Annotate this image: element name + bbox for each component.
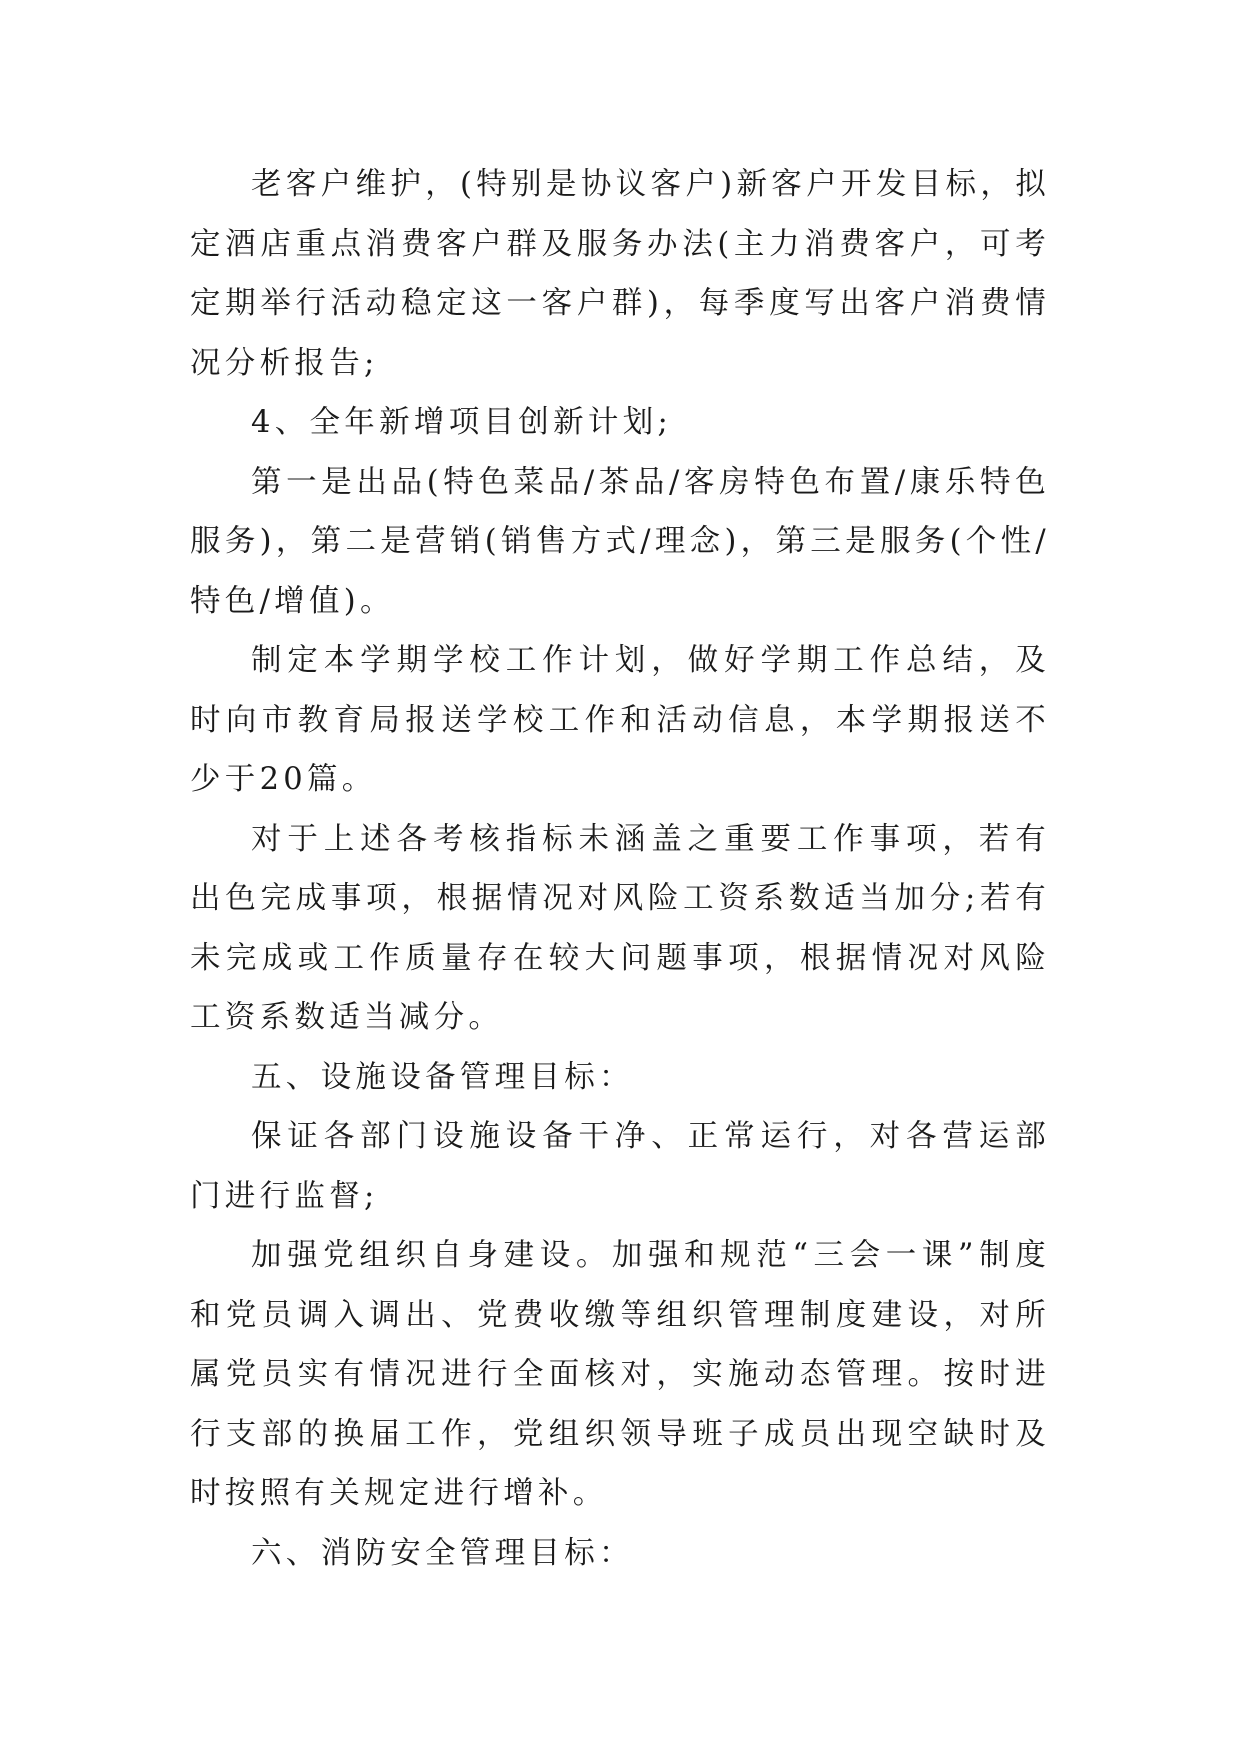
paragraph-facility-operation: 保证各部门设施设备干净、正常运行，对各营运部门进行监督; [190, 1119, 1050, 1214]
paragraph-facility-heading: 五、设施设备管理目标： [251, 1059, 634, 1095]
paragraph-fire-safety-heading: 六、消防安全管理目标： [251, 1535, 634, 1571]
paragraph-school-work-plan: 制定本学期学校工作计划，做好学期工作总结，及时向市教育局报送学校工作和活动信息，本学期报送不少于20篇。 [190, 643, 1050, 797]
paragraph-customer-maintenance: 老客户维护，(特别是协议客户)新客户开发目标，拟定酒店重点消费客户群及服务办法(主力消费客户，可考定期举行活动稳定这一客户群)，每季度写出客户消费情况分析报告; [190, 167, 1050, 381]
paragraph-assessment-adjustment: 对于上述各考核指标未涵盖之重要工作事项，若有出色完成事项，根据情况对风险工资系数适当加分;若有未完成或工作质量存在较大问题事项，根据情况对风险工资系数适当减分。 [190, 821, 1050, 1035]
document-body [190, 155, 1050, 1583]
paragraph-innovation-items: 第一是出品(特色菜品/茶品/客房特色布置/康乐特色服务)，第二是营销(销售方式/理念)，第三是服务(个性/特色/增值)。 [190, 464, 1050, 619]
paragraph-party-building: 加强党组织自身建设。加强和规范“三会一课”制度和党员调入调出、党费收缴等组织管理制度建设，对所属党员实有情况进行全面核对，实施动态管理。按时进行支部的换届工作，党组织领导班子成员出现空缺时及时按照有关规定进行增补。 [190, 1238, 1050, 1511]
paragraph-innovation-plan-heading: 4、全年新增项目创新计划; [251, 405, 673, 440]
